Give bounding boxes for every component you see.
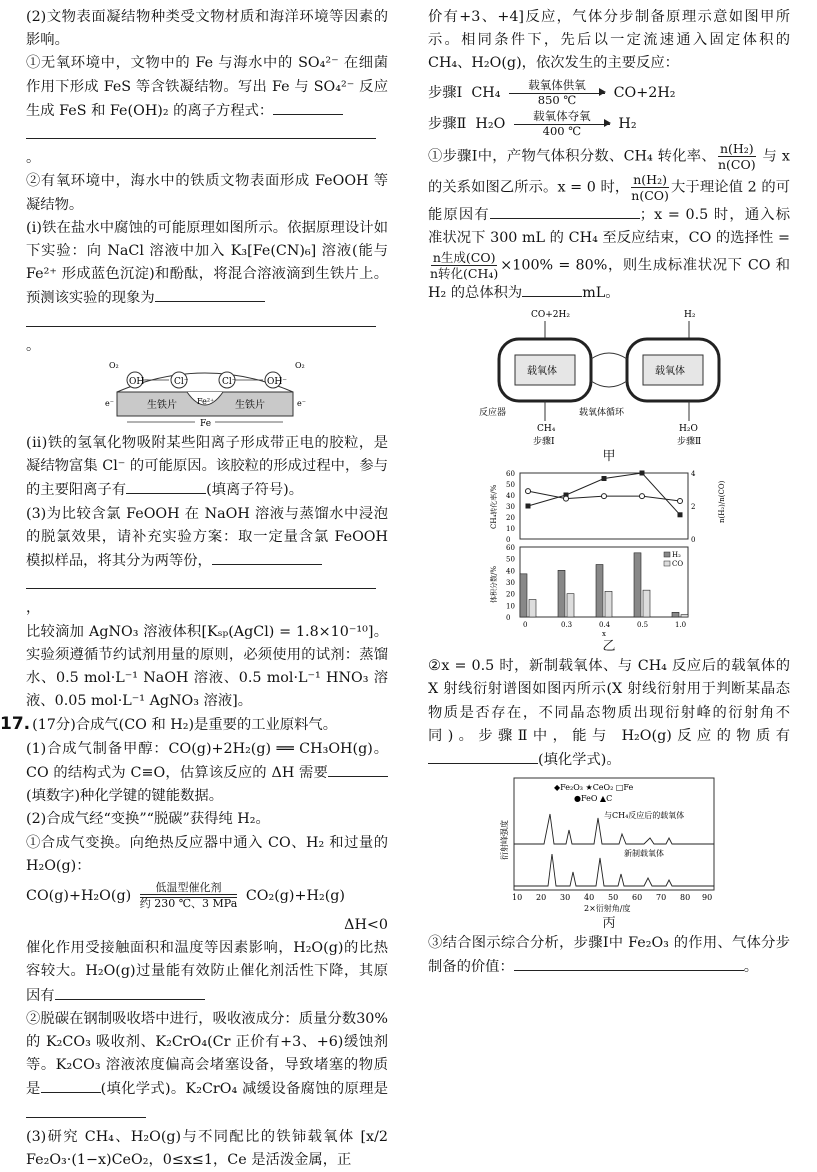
p2-2i: (ⅰ)铁在盐水中腐蚀的可能原理如图所示。依据原理设计如下实验：向 NaCl 溶液中加入 K₃[Fe(CN)₆] 溶液(能与 Fe²⁺ 形成蓝色沉淀)和酚酞，将混合溶液滴到生铁片上。预测该实验的现象为 (26, 219, 388, 307)
tick-label-bottom: 20 (506, 590, 515, 599)
answer-blank[interactable] (26, 573, 376, 589)
bar-co (643, 590, 650, 617)
answer-blank[interactable] (522, 281, 582, 297)
bar-h2 (520, 574, 527, 617)
tick-label-bottom: 60 (506, 544, 515, 553)
step2: 步骤Ⅱ H₂O 载氧体夺氧 400 ℃ H₂ (428, 108, 637, 138)
legend-label-co: CO (672, 560, 684, 569)
answer-blank[interactable] (55, 984, 205, 1000)
tick-label-top-left: 40 (506, 492, 515, 501)
figure-caption-a: 甲 (602, 449, 616, 465)
bar-h2 (558, 571, 565, 618)
corrosion-diagram (87, 360, 327, 430)
bottom-panel-frame (520, 547, 688, 617)
svg-text:30: 30 (560, 893, 571, 903)
answer-blank[interactable] (273, 99, 343, 115)
svg-text:新制载氧体: 新制载氧体 (624, 849, 664, 859)
axis-label-ratio: n(H₂)/n(CO) (718, 480, 726, 524)
p3-cont: 比较滴加 AgNO₃ 溶液体积[Kₛₚ(AgCl) = 1.8×10⁻¹⁰]。实验须遵循节约试剂用量的原则，必须使用的试剂：蒸馏水、0.5 mol·L⁻¹ NaOH 溶液、0.5 mol·L⁻¹ HNO₃ 溶液、0.05 mol·L⁻¹ AgNO₃ 溶液]。 (26, 623, 388, 710)
tick-label-bottom: 30 (506, 579, 515, 588)
p3-line: ， (26, 573, 388, 620)
answer-blank[interactable] (26, 311, 376, 327)
svg-text:H₂O: H₂O (679, 424, 698, 435)
tick-label-top-left: 50 (506, 481, 515, 490)
answer-blank[interactable] (155, 286, 265, 302)
answer-blank[interactable] (41, 1077, 101, 1093)
svg-text:步骤Ⅱ: 步骤Ⅱ (677, 437, 702, 448)
tick-label-bottom: 50 (506, 555, 515, 564)
tick-label-bottom: 40 (506, 567, 515, 576)
svg-text:衍射峰强度: 衍射峰强度 (500, 820, 509, 861)
answer-blank[interactable] (428, 748, 538, 764)
point-ratio (678, 499, 683, 504)
point-conversion (602, 476, 607, 481)
svg-text:反应器: 反应器 (479, 408, 507, 419)
svg-text:载氧体: 载氧体 (527, 366, 557, 378)
svg-text:10: 10 (512, 893, 523, 903)
svg-text:载氧体循环: 载氧体循环 (579, 408, 625, 419)
svg-text:●FeO ▲C: ●FeO ▲C (574, 794, 613, 804)
svg-text:70: 70 (656, 893, 667, 903)
tick-label-bottom: 10 (506, 602, 515, 611)
answer-blank[interactable] (26, 123, 376, 139)
conversion-chart (484, 467, 734, 637)
svg-text:20: 20 (536, 893, 547, 903)
tick-label-x: 0 (523, 621, 528, 630)
figure-caption-c: 丙 (602, 916, 616, 932)
svg-text:2×衍射角/度: 2×衍射角/度 (584, 904, 631, 914)
label-fe2: Fe²⁺ (197, 397, 215, 407)
top-panel-frame (520, 473, 688, 539)
axis-label-x: x (602, 630, 606, 638)
tick-label-top-right: 2 (691, 503, 696, 512)
svg-text:载氧体: 载氧体 (655, 366, 685, 378)
svg-text:H₂: H₂ (684, 310, 696, 321)
p3: (3)为比较含氯 FeOOH 在 NaOH 溶液与蒸馏水中浸泡的脱氯效果，请补充实验方案：取一定量含氯 FeOOH 模拟样品，将其分为两等份， (26, 505, 388, 570)
label-oh-right: OH⁻ (267, 377, 287, 388)
bar-h2 (596, 565, 603, 618)
svg-text:CO+2H₂: CO+2H₂ (531, 310, 570, 321)
bar-co (567, 594, 574, 617)
label-oh-left: OH⁻ (129, 377, 149, 388)
right-column (428, 6, 790, 980)
tick-label-top-left: 20 (506, 514, 515, 523)
q17-2-1b: 催化作用受接触面积和温度等因素影响，H₂O(g)的比热容较大。H₂O(g)过量能有效防止催化剂活性下降，其原因有 (26, 940, 388, 1004)
label-sheet-left: 生铁片 (147, 400, 177, 412)
svg-text:60: 60 (632, 893, 643, 903)
bar-h2 (672, 613, 679, 618)
label-cl-left: Cl⁻ (174, 377, 189, 388)
tick-label-x: 0.5 (637, 621, 649, 630)
svg-text:50: 50 (608, 893, 619, 903)
question-number: 17. (0, 714, 31, 735)
svg-text:◆Fe₂O₃ ★CeO₂ □Fe: ◆Fe₂O₃ ★CeO₂ □Fe (554, 783, 634, 793)
svg-text:90: 90 (702, 893, 713, 903)
p2-title: (2)文物表面凝结物种类受文物材质和海洋环境等因素的影响。 (26, 9, 388, 49)
label-fe: Fe (200, 419, 212, 430)
shift-equation: CO(g)+H₂O(g) 低温型催化剂 约 230 ℃、3 MPa CO₂(g)+H₂(g) (26, 880, 345, 910)
tick-label-top-left: 10 (506, 525, 515, 534)
p2-1: ①无氧环境中，文物中的 Fe 与海水中的 SO₄²⁻ 在细菌作用下形成 FeS 等含铁凝结物。写出 Fe 与 SO₄²⁻ 反应生成 FeS 和 Fe(OH)₂ 的离子方程式： (26, 55, 388, 119)
bar-h2 (634, 553, 641, 617)
p2-1-line: 。 (26, 123, 388, 170)
r-q2: ②x = 0.5 时，新制载氧体、与 CH₄ 反应后的载氧体的 X 射线衍射谱图如图丙所示(X 射线衍射用于判断某晶态物质是否存在，不同晶态物质出现衍射峰的衍射角不同)。步骤Ⅱ中，能与 H₂O(g)反应的物质有(填化学式)。 (428, 658, 790, 769)
axis-label-conversion: CH₄转化率/% (490, 484, 498, 530)
point-ratio (602, 494, 607, 499)
svg-text:40: 40 (584, 893, 595, 903)
label-o2-left: O₂ (109, 361, 119, 371)
q17-head: 17. (17分)合成气(CO 和 H₂)是重要的工业原料气。 (0, 714, 338, 735)
bar-co (529, 600, 536, 618)
xrd-frame (514, 778, 714, 890)
tick-label-x: 0.3 (561, 621, 573, 630)
step1-arrow: 载氧体供氧 850 ℃ (509, 79, 605, 107)
label-e-left: e⁻ (105, 399, 114, 409)
left-column (0, 6, 388, 1172)
q17-2-1: ①合成气变换。向绝热反应器中通入 CO、H₂ 和过量的 H₂O(g)： (26, 834, 388, 874)
point-ratio (564, 496, 569, 501)
xrd-curve-fresh (514, 854, 714, 886)
label-cl-right: Cl⁻ (222, 377, 237, 388)
xrd-chart (494, 774, 724, 914)
tick-label-x: 0.4 (599, 621, 611, 630)
point-conversion (640, 471, 645, 476)
q17-1: (1)合成气制备甲醇：CO(g)+2H₂(g) ══ CH₃OH(g)。CO 的结构式为 C≡O，估算该反应的 ΔH 需要(填数字)种化学键的键能数据。 (26, 740, 388, 805)
answer-blank[interactable] (328, 761, 388, 777)
answer-blank[interactable] (490, 203, 640, 219)
label-o2-right: O₂ (295, 361, 305, 371)
svg-text:CH₄: CH₄ (537, 424, 556, 435)
tick-label-x: 1.0 (675, 621, 687, 630)
svg-text:与CH₄反应后的载氧体: 与CH₄反应后的载氧体 (604, 811, 685, 821)
step2-arrow: 载氧体夺氧 400 ℃ (514, 110, 610, 138)
tick-label-top-left: 30 (506, 503, 515, 512)
step1: 步骤Ⅰ CH₄ 载氧体供氧 850 ℃ CO+2H₂ (428, 77, 676, 107)
tick-label-top-right: 0 (691, 536, 696, 545)
label-sheet-right: 生铁片 (235, 400, 265, 412)
legend-label-h2: H₂ (672, 551, 681, 560)
svg-text:80: 80 (680, 893, 691, 903)
tick-label-top-left: 60 (506, 470, 515, 479)
svg-text:步骤Ⅰ: 步骤Ⅰ (533, 437, 555, 448)
tick-label-top-right: 4 (691, 470, 696, 479)
point-ratio (640, 494, 645, 499)
p2-2: ②有氧环境中，海水中的铁质文物表面形成 FeOOH 等凝结物。 (26, 173, 388, 213)
q17-2: (2)合成气经“变换”“脱碳”获得纯 H₂。 (26, 811, 270, 828)
bar-co (605, 592, 612, 618)
answer-blank[interactable] (126, 478, 206, 494)
reactor-diagram (479, 307, 739, 447)
answer-blank[interactable] (26, 1102, 146, 1118)
xrd-ticks (512, 893, 712, 902)
r-q1: ①步骤Ⅰ中，产物气体积分数、CH₄ 转化率、 $\frac{\text{n(H₂)}}{n(CO)}$ 与 x 的关系如图乙所示。x = 0 时， $\frac{\text{n(H₂)}}{n(CO)}$ 大于理论值 2 的可能原因有 ；x = 0.5 时，通入标准状况下 300 mL 的 CH₄ 至反应结束，CO 的选择性 = $\frac{\text{n生成(CO)}}{\text{n转化(CH₄)}}$ ×100% = 80%，则生成标准状况下 CO 和 H₂ 的总体积为 mL。 (428, 140, 791, 302)
figure-caption-b: 乙 (602, 639, 616, 655)
answer-blank[interactable] (514, 955, 744, 971)
p2-2i-line: 。 (26, 311, 388, 358)
tick-label-bottom: 0 (506, 614, 511, 623)
equation-arrow: 低温型催化剂 约 230 ℃、3 MPa (139, 880, 238, 910)
point-conversion (678, 513, 683, 518)
label-e-right: e⁻ (297, 399, 306, 409)
r-q3: ③结合图示综合分析，步骤Ⅰ中 Fe₂O₃ 的作用、气体分步制备的价值： 。 (428, 935, 790, 976)
answer-blank[interactable] (212, 549, 322, 565)
tick-label-top-left: 0 (506, 536, 511, 545)
legend-swatch-h2 (664, 552, 670, 557)
point-conversion (526, 504, 531, 509)
bar-co (681, 615, 688, 617)
point-ratio (526, 489, 531, 494)
q17-2-2: ②脱碳在钢制吸收塔中进行，吸收液成分：质量分数30%的 K₂CO₃ 吸收剂、K₂CrO₄(Cr 正价有+3、+6)缓蚀剂等。K₂CO₃ 溶液浓度偏高会堵塞设备，导致堵塞的物质是 (填化学式)。K₂CrO₄ 减缓设备腐蚀的原理是 (26, 1008, 388, 1126)
q17-3: (3)研究 CH₄、H₂O(g)与不同配比的铁铈载氧体 [x/2 Fe₂O₃·(1−x)CeO₂，0≤x≤1，Ce 是活泼金属，正 (26, 1128, 388, 1168)
r1: 价有+3、+4]反应，气体分步制备原理示意如图甲所示。相同条件下，先后以一定流速通入固定体积的 CH₄、H₂O(g)，依次发生的主要反应： (428, 9, 790, 72)
legend-swatch-co (664, 561, 670, 566)
p2-2ii: (ⅱ)铁的氢氧化物吸附某些阳离子形成带正电的胶粒，是凝结物富集 Cl⁻ 的可能原因。该胶粒的形成过程中，参与的主要阳离子有 (填离子符号)。 (26, 435, 388, 499)
delta-h: ΔH<0 (344, 916, 388, 933)
axis-label-volume: 体积分数/% (490, 566, 498, 604)
